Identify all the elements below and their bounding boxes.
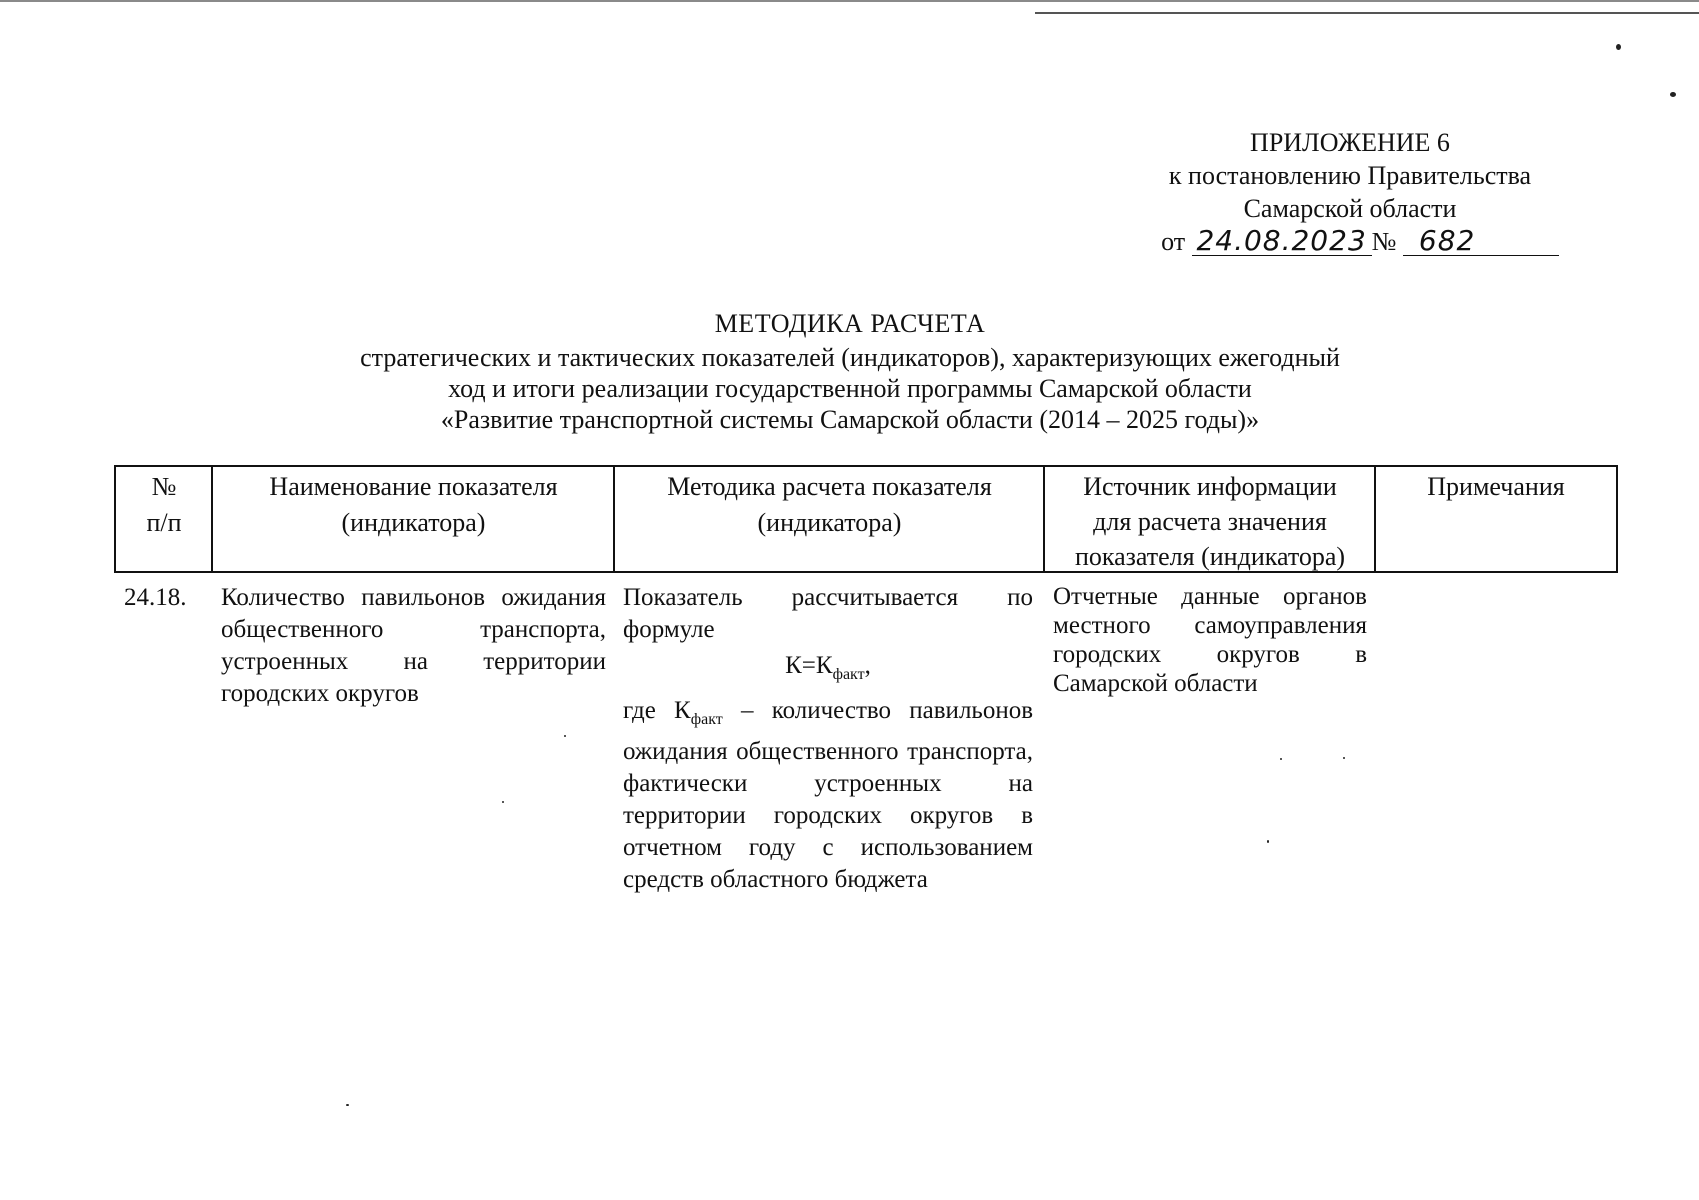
title-line-1: стратегических и тактических показателей (индикаторов), характеризующих ежегодный: [360, 343, 1340, 372]
scan-speck: [346, 1104, 349, 1106]
scan-speck: [1280, 758, 1282, 760]
table-header: [114, 465, 1618, 575]
header-indicator-name: Наименование показателя (индикатора): [211, 465, 614, 573]
scan-edge-top: [0, 0, 1699, 2]
scan-speck: [564, 735, 566, 737]
title-line-2: ход и итоги реализации государственной программы Самарской области: [448, 374, 1252, 403]
document-title: [300, 308, 1400, 435]
appendix-title: ПРИЛОЖЕНИЕ 6: [1250, 128, 1450, 157]
row-calculation-method: [623, 582, 1033, 896]
header-calculation-method: Методика расчета показателя (индикатора): [613, 465, 1044, 573]
header-info-source: Источник информации для расчета значения показателя (индикатора): [1043, 465, 1375, 573]
row-info-source: Отчетные данные органов местного самоуправления городских округов в Самарской области: [1053, 583, 1367, 697]
method-intro: Показатель рассчитывается по формуле: [623, 584, 1033, 643]
handwritten-number: 682: [1403, 227, 1559, 256]
title-line-3: «Развитие транспортной системы Самарской области (2014 – 2025 годы)»: [440, 405, 1260, 434]
appendix-resolution: к постановлению Правительства: [1168, 161, 1532, 190]
handwritten-date: 24.08.2023: [1192, 227, 1372, 256]
appendix-region: Самарской области: [1243, 194, 1457, 223]
header-notes: Примечания: [1374, 465, 1618, 573]
date-prefix: от: [1161, 227, 1186, 256]
appendix-block: [1120, 126, 1580, 258]
scan-edge-line: [1035, 12, 1699, 14]
scan-speck: [1670, 92, 1676, 97]
scan-speck: [502, 801, 504, 803]
title-main: МЕТОДИКА РАСЧЕТА: [714, 309, 986, 338]
header-number: № п/п: [114, 465, 212, 573]
scan-speck: [1343, 757, 1345, 759]
appendix-date-line: [1120, 225, 1580, 258]
row-indicator-name: Количество павильонов ожидания общественного транспорта, устроенных на территории городских округов: [221, 584, 606, 707]
row-number: 24.18.: [124, 584, 187, 611]
method-where: где $К_{факт}$ – количество павильонов ожидания общественного транспорта, фактически устроенных на территории городских округов в отчетном году с использованием средств областного бюджета: [623, 697, 1033, 893]
scan-speck: [1267, 840, 1269, 843]
number-sign: №: [1371, 227, 1397, 256]
formula: $К=К_{факт}$,: [785, 652, 871, 683]
scan-speck: [1616, 44, 1621, 50]
